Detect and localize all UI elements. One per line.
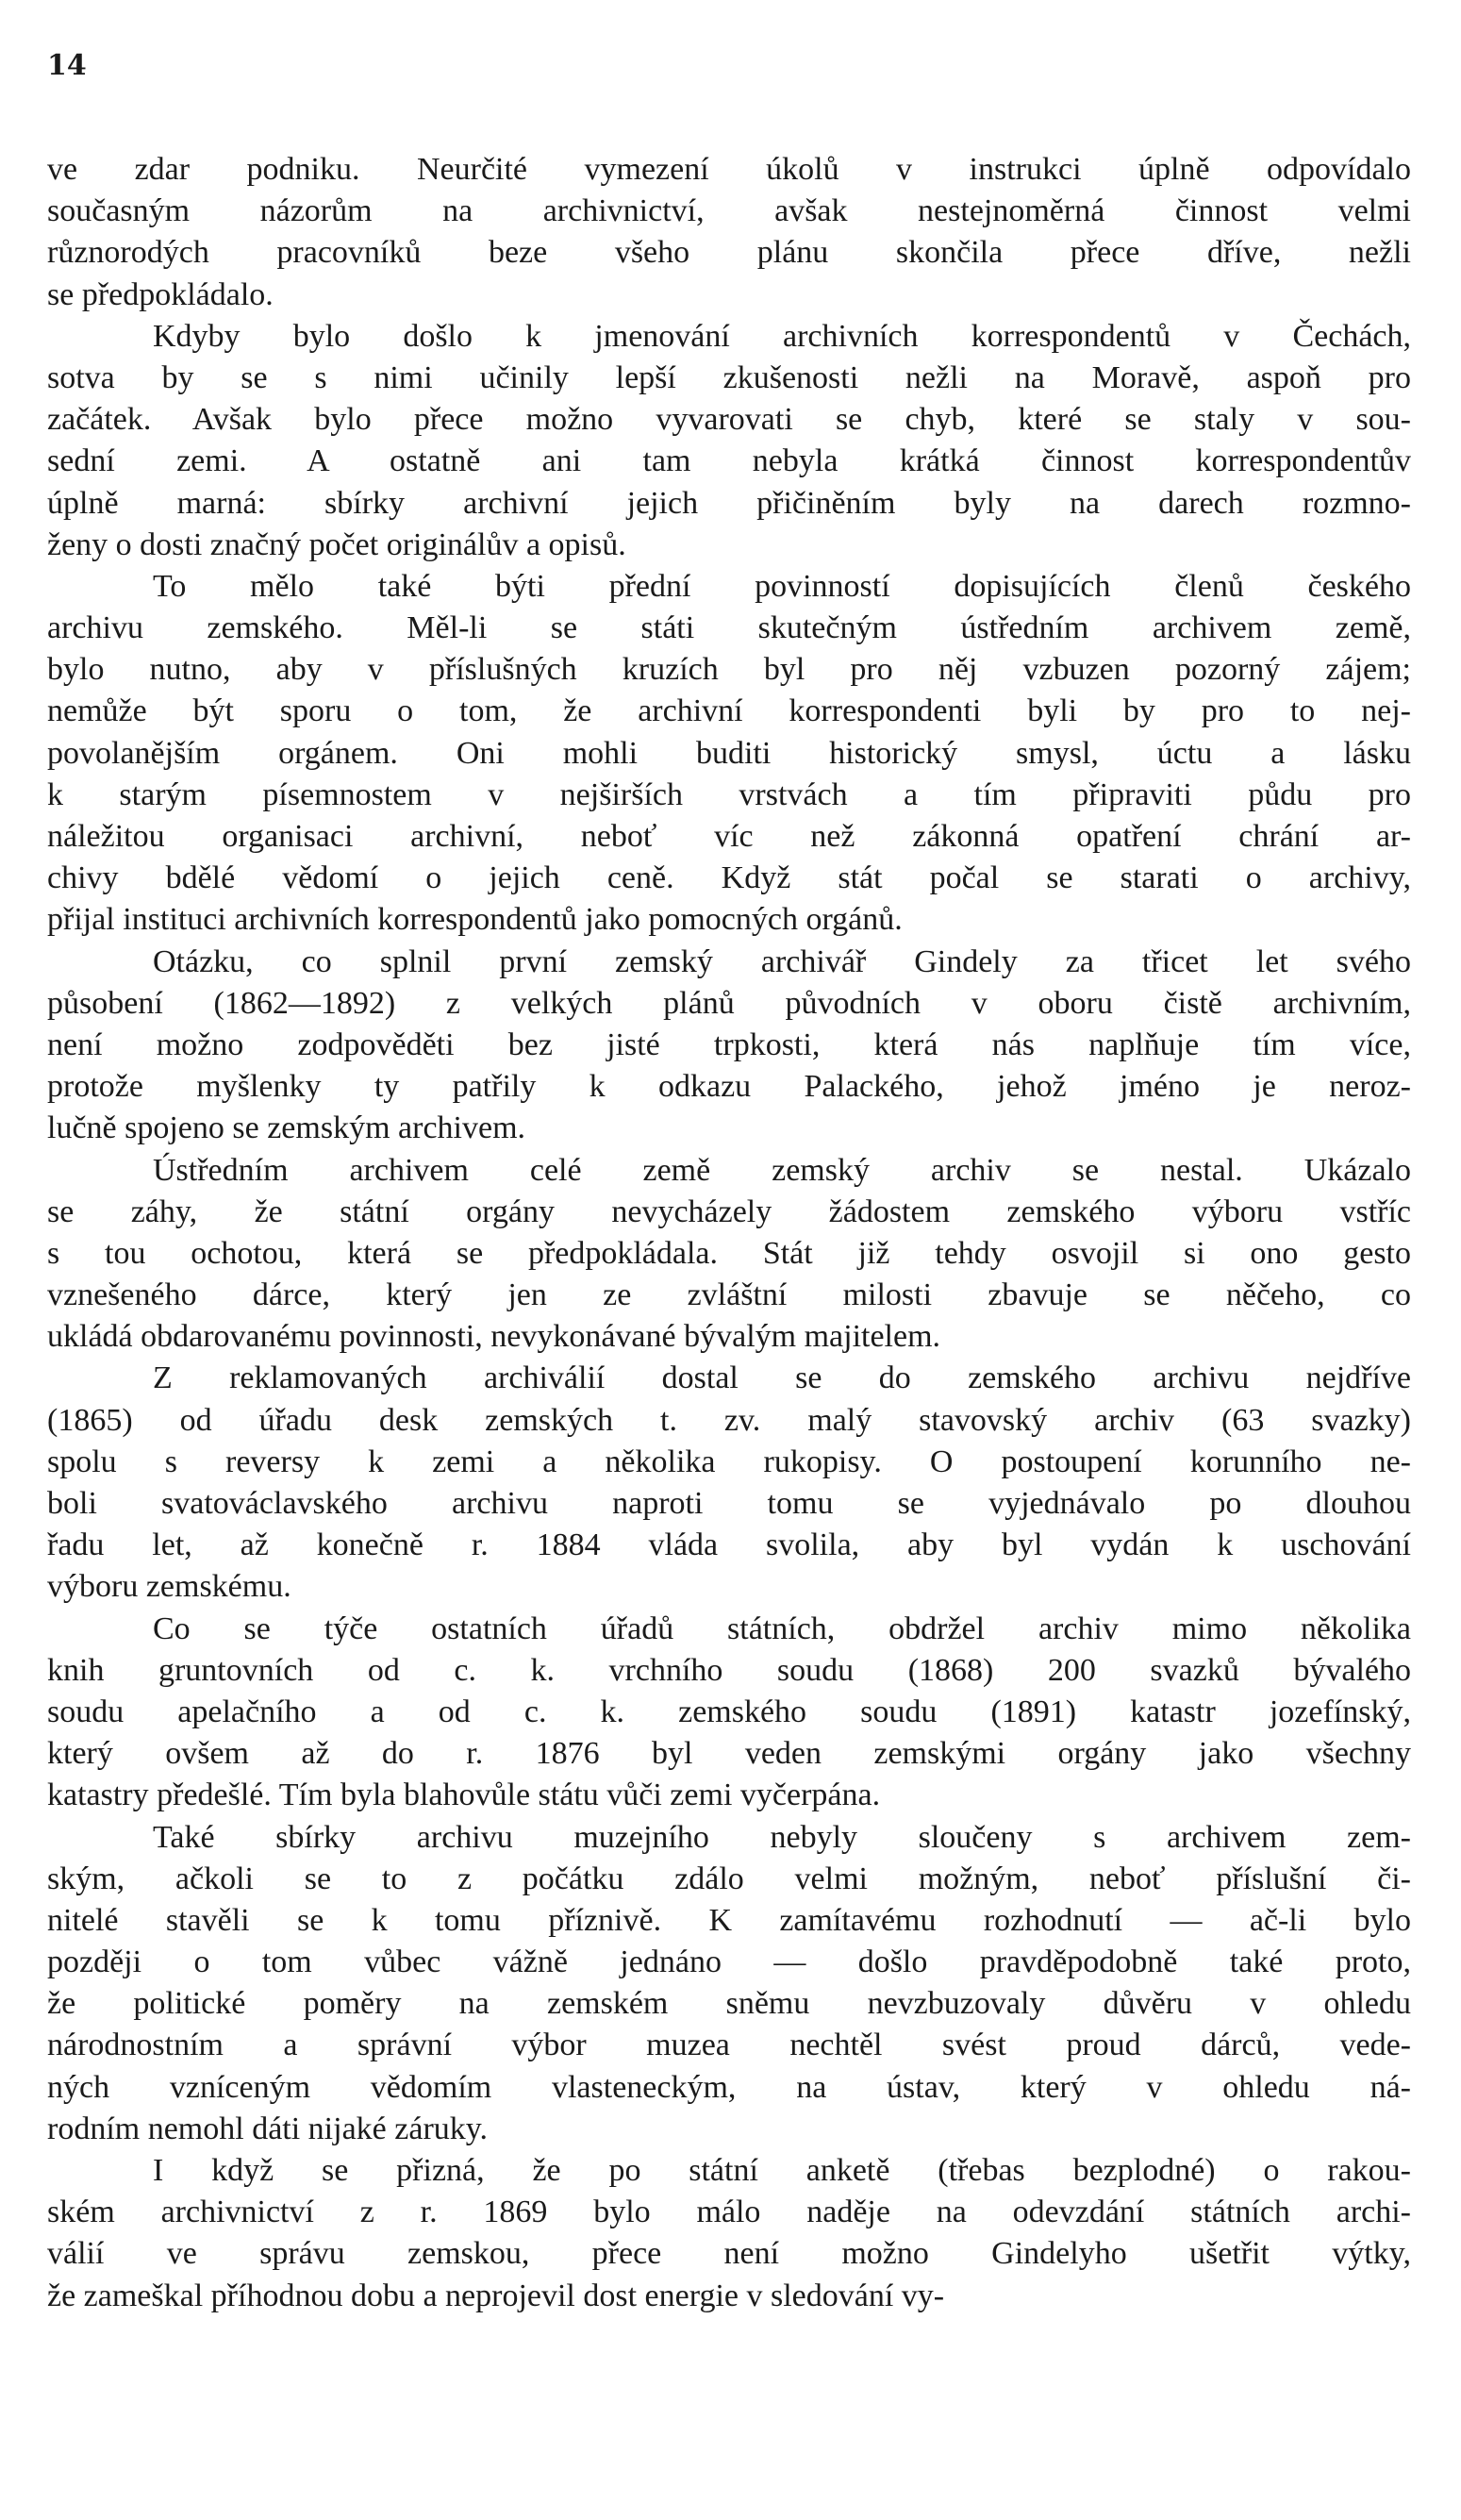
text-line: který ovšem až do r. 1876 byl veden zemskými orgány jako všechny <box>47 1736 1411 1772</box>
text-line: náležitou organisaci archivní, neboť víc než zákonná opatření chrání ar- <box>47 819 1411 854</box>
text-line: současným názorům na archivnictví, avšak nestejnoměrná činnost velmi <box>47 193 1411 229</box>
text-line: Kdyby bylo došlo k jmenování archivních korrespondentů v Čechách, <box>153 318 1411 354</box>
text-line: I když se přizná, že po státní anketě (třebas bezplodné) o rakou- <box>153 2153 1411 2188</box>
text-line: ných vzníceným vědomím vlasteneckým, na ústav, který v ohledu ná- <box>47 2069 1411 2105</box>
text-line: (1865) od úřadu desk zemských t. zv. malý stavovský archiv (63 svazky) <box>47 1402 1411 1438</box>
paragraph <box>47 316 1411 566</box>
text-line: Také sbírky archivu muzejního nebyly sloučeny s archivem zem- <box>153 1819 1411 1855</box>
text-line: knih gruntovních od c. k. vrchního soudu (1868) 200 svazků bývalého <box>47 1652 1411 1688</box>
text-line: se předpokládalo. <box>47 276 274 312</box>
text-line: nemůže být sporu o tom, že archivní korrespondenti byli by pro to nej- <box>47 693 1411 729</box>
text-line: výboru zemskému. <box>47 1569 291 1605</box>
text-line: soudu apelačního a od c. k. zemského soudu (1891) katastr jozefínský, <box>47 1694 1411 1729</box>
text-line: sední zemi. A ostatně ani tam nebyla krátká činnost korrespondentův <box>47 443 1411 479</box>
text-line: Otázku, co splnil první zemský archivář Gindely za třicet let svého <box>153 943 1411 979</box>
text-line: nitelé stavěli se k tomu příznivě. K zamítavému rozhodnutí — ač-li bylo <box>47 1902 1411 1938</box>
text-line: se záhy, že státní orgány nevycházely žádostem zemského výboru vstříc <box>47 1193 1411 1229</box>
text-line: že politické poměry na zemském sněmu nevzbuzovaly důvěru v ohledu <box>47 1986 1411 2022</box>
text-line: rodním nemohl dáti nijaké záruky. <box>47 2111 489 2146</box>
text-line: ukládá obdarovanému povinnosti, nevykonávané bývalým majitelem. <box>47 1319 941 1355</box>
text-line: národnostním a správní výbor muzea nechtěl svést proud dárců, vede- <box>47 2028 1411 2063</box>
paragraph <box>47 2150 1411 2317</box>
text-line: ským, ačkoli se to z počátku zdálo velmi možným, neboť příslušní či- <box>47 1861 1411 1896</box>
text-line: chivy bdělé vědomí o jejich ceně. Když stát počal se starati o archivy, <box>47 860 1411 896</box>
paragraph <box>47 149 1411 316</box>
text-line: později o tom vůbec vážně jednáno — došlo pravděpodobně také proto, <box>47 1944 1411 1980</box>
paragraph <box>47 1609 1411 1817</box>
text-line: boli svatováclavského archivu naproti tomu se vyjednávalo po dlouhou <box>47 1486 1411 1521</box>
text-line: přijal instituci archivních korrespondentů jako pomocných orgánů. <box>47 902 903 938</box>
paragraph <box>47 1150 1411 1359</box>
text-line: úplně marná: sbírky archivní jejich přičiněním byly na darech rozmno- <box>47 485 1411 521</box>
paragraph <box>47 1817 1411 2151</box>
paragraph <box>47 942 1411 1150</box>
text-line: lučně spojeno se zemským archivem. <box>47 1110 526 1146</box>
text-line: ve zdar podniku. Neurčité vymezení úkolů v instrukci úplně odpovídalo <box>47 152 1411 187</box>
text-line: ženy o dosti značný počet originálův a opisů. <box>47 526 626 562</box>
paragraph <box>47 1358 1411 1608</box>
text-line: Ústředním archivem celé země zemský archiv se nestal. Ukázalo <box>153 1152 1411 1188</box>
text-line: vznešeného dárce, který jen ze zvláštní milosti zbavuje se něčeho, co <box>47 1277 1411 1313</box>
paragraph <box>47 566 1411 942</box>
text-line: začátek. Avšak bylo přece možno vyvarovati se chyb, které se staly v sou- <box>47 402 1411 438</box>
page-number: 14 <box>47 49 87 82</box>
text-line: působení (1862—1892) z velkých plánů původních v oboru čistě archivním, <box>47 985 1411 1021</box>
text-line: To mělo také býti přední povinností dopisujících členů českého <box>153 568 1411 604</box>
text-line: sotva by se s nimi učinily lepší zkušenosti nežli na Moravě, aspoň pro <box>47 359 1411 395</box>
text-line: spolu s reversy k zemi a několika rukopisy. O postoupení korunního ne- <box>47 1444 1411 1479</box>
text-line: válií ve správu zemskou, přece není možno Gindelyho ušetřit výtky, <box>47 2236 1411 2272</box>
text-line: ském archivnictví z r. 1869 bylo málo naděje na odevzdání státních archi- <box>47 2195 1411 2230</box>
text-line: Z reklamovaných archiválií dostal se do zemského archivu nejdříve <box>153 1360 1411 1396</box>
text-line: řadu let, až konečně r. 1884 vláda svolila, aby byl vydán k uschování <box>47 1527 1411 1563</box>
text-line: že zameškal příhodnou dobu a neprojevil dost energie v sledování vy- <box>47 2278 945 2313</box>
text-line: katastry předešlé. Tím byla blahovůle státu vůči zemi vyčerpána. <box>47 1777 881 1813</box>
text-line: není možno zodpověděti bez jisté trpkosti, která nás naplňuje tím více, <box>47 1026 1411 1062</box>
body-text <box>47 149 1411 2317</box>
text-line: povolanějším orgánem. Oni mohli buditi historický smysl, úctu a lásku <box>47 735 1411 771</box>
text-line: k starým písemnostem v nejširších vrstvách a tím připraviti půdu pro <box>47 776 1411 812</box>
text-line: různorodých pracovníků beze všeho plánu skončila přece dříve, nežli <box>47 235 1411 271</box>
text-line: bylo nutno, aby v příslušných kruzích byl pro něj vzbuzen pozorný zájem; <box>47 652 1411 688</box>
text-line: protože myšlenky ty patřily k odkazu Palackého, jehož jméno je neroz- <box>47 1069 1411 1105</box>
text-line: archivu zemského. Měl-li se státi skutečným ústředním archivem země, <box>47 610 1411 646</box>
text-line: Co se týče ostatních úřadů státních, obdržel archiv mimo několika <box>153 1610 1411 1646</box>
text-line: s tou ochotou, která se předpokládala. Stát již tehdy osvojil si ono gesto <box>47 1235 1411 1271</box>
